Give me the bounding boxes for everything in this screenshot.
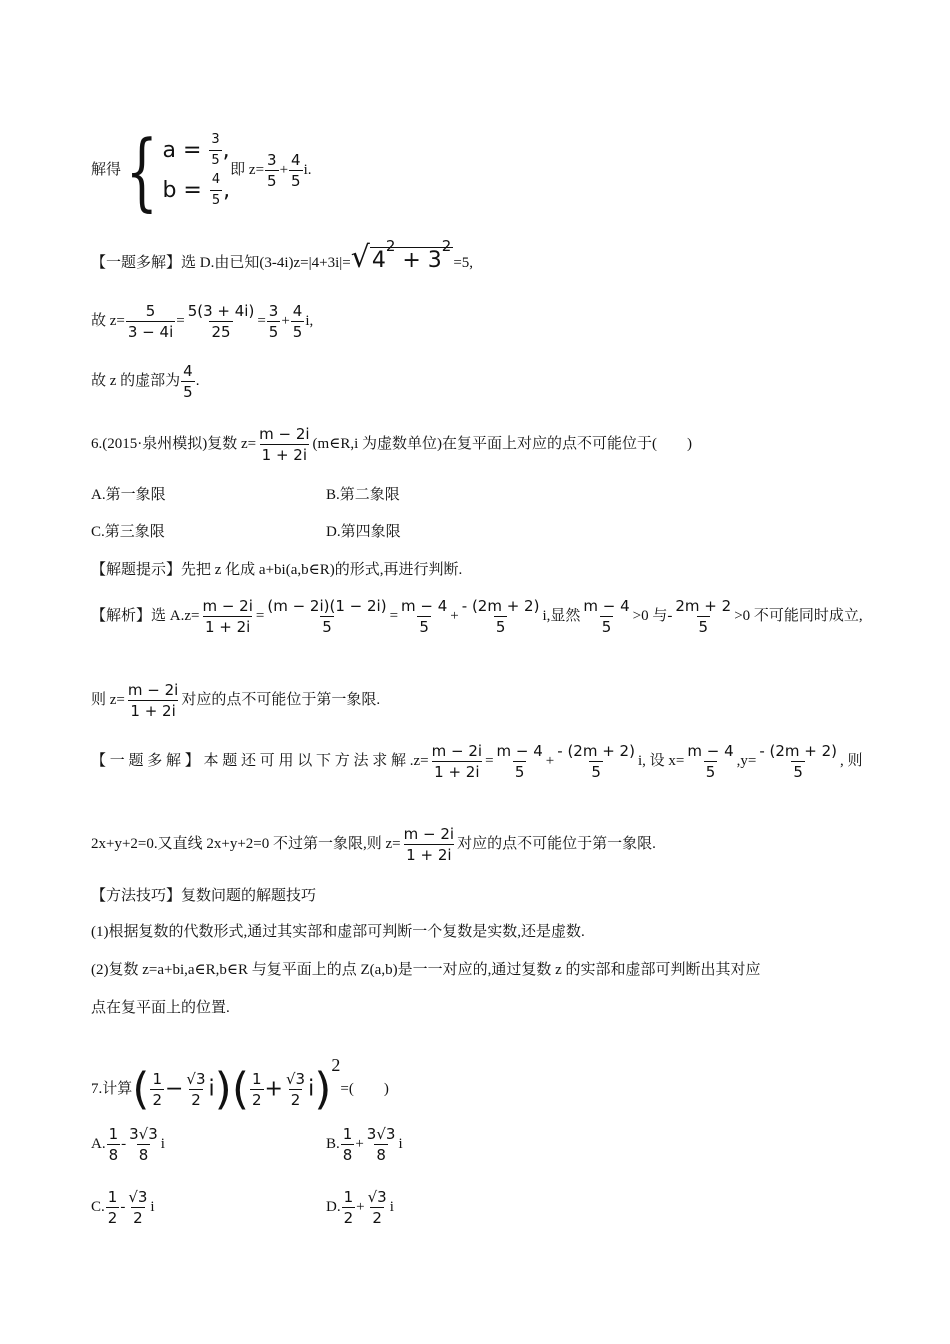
numerator: 1 — [107, 1188, 118, 1206]
denominator: 5 — [601, 618, 612, 636]
denominator: 5 — [267, 172, 277, 191]
text: ,y= — [736, 752, 757, 769]
operator: - — [121, 1135, 127, 1152]
radical-icon: √ — [350, 240, 370, 275]
text: 6.(2015·泉州模拟)复数 z= — [91, 435, 257, 452]
denominator: 1 + 2i — [406, 846, 452, 864]
text: i — [389, 1198, 394, 1215]
numerator: √3 — [285, 1070, 306, 1089]
text: 即 z= — [230, 162, 265, 178]
numerator: (m − 2i)(1 − 2i) — [267, 597, 387, 615]
text: 解得 — [91, 162, 122, 178]
fraction — [342, 1188, 356, 1227]
numerator: m − 2i — [403, 825, 455, 843]
numerator: 4 — [211, 172, 221, 188]
denominator: 5 — [268, 323, 279, 341]
numerator: m − 2i — [127, 681, 179, 699]
eq-label: a = — [162, 137, 202, 163]
fraction — [107, 1125, 121, 1164]
tips-title: 【方法技巧】复数问题的解题技巧 — [91, 888, 317, 904]
right-paren: ) — [214, 1063, 232, 1115]
denominator: 5 — [209, 150, 221, 170]
solution-system-line — [91, 120, 312, 220]
numerator: √3 — [128, 1188, 148, 1206]
operator: + — [355, 1135, 364, 1152]
option-c[interactable]: C.第三象限 — [91, 524, 165, 540]
denominator: 5 — [322, 618, 332, 636]
numerator: 1 — [108, 1125, 119, 1143]
fraction — [257, 425, 311, 464]
eq-b — [162, 171, 230, 211]
fraction — [365, 1125, 398, 1164]
option-label: C. — [91, 1198, 105, 1215]
question-6 — [91, 425, 692, 464]
text: >0 不可能同时成立, — [734, 607, 863, 624]
fraction — [210, 171, 222, 210]
numerator: 1 — [342, 1125, 353, 1143]
fraction — [184, 1070, 207, 1109]
denominator: 1 + 2i — [261, 446, 307, 464]
numerator: 4 — [183, 362, 193, 380]
numerator: 5 — [145, 302, 156, 320]
denominator: 5 — [210, 190, 222, 210]
text: i, — [305, 312, 314, 329]
operator: − — [164, 1076, 184, 1102]
denominator: 1 + 2i — [434, 763, 480, 781]
denominator: 2 — [290, 1091, 301, 1110]
denominator: 5 — [495, 618, 506, 636]
fraction — [555, 742, 637, 781]
fraction — [181, 362, 195, 401]
term: + 3 — [395, 248, 442, 273]
imag-part-line — [91, 362, 199, 401]
numerator: 1 — [152, 1070, 162, 1089]
text: =5, — [453, 255, 474, 271]
left-brace: { — [125, 121, 158, 220]
fraction — [460, 597, 542, 636]
fraction — [186, 302, 257, 341]
text: 对应的点不可能位于第一象限. — [457, 835, 656, 852]
operator: + — [281, 312, 290, 329]
denominator: 5 — [291, 172, 301, 191]
eq-a — [162, 131, 230, 171]
fraction — [581, 597, 631, 636]
fraction — [126, 1188, 149, 1227]
numerator: 3√3 — [129, 1125, 158, 1143]
numerator: 1 — [343, 1188, 354, 1206]
comma: , — [223, 177, 231, 203]
denominator: 2 — [191, 1091, 201, 1110]
text: >0 与- — [632, 607, 673, 624]
numerator: m − 2i — [202, 597, 253, 615]
denominator: 5 — [698, 618, 709, 636]
text: 2x+y+2=0.又直线 2x+y+2=0 不过第一象限,则 z= — [91, 835, 401, 852]
option-a[interactable]: A.第一象限 — [91, 487, 166, 503]
denominator: 5 — [591, 763, 601, 781]
exponent: 2 — [331, 1055, 341, 1075]
numerator: m − 4 — [583, 597, 630, 615]
fraction — [265, 151, 279, 190]
fraction — [250, 1070, 264, 1109]
fraction — [673, 597, 733, 636]
text: 【解析】选 A.z= — [91, 607, 200, 624]
imag-unit: i — [308, 1076, 315, 1102]
text: 7.计算 — [91, 1081, 133, 1097]
solution-hint: 【解题提示】先把 z 化成 a+bi(a,b∈R)的形式,再进行判断. — [91, 562, 463, 578]
denominator: 8 — [138, 1146, 149, 1164]
fraction — [402, 825, 456, 864]
alt-method-conclusion — [91, 825, 656, 864]
numerator: 3√3 — [366, 1125, 396, 1143]
fraction — [430, 742, 484, 781]
fraction — [265, 597, 388, 636]
text: 【一题多解】选 D.由已知(3-4i)z=|4+3i|= — [91, 255, 351, 271]
exponent: 2 — [385, 237, 396, 255]
imag-unit: i — [208, 1076, 215, 1102]
fraction — [200, 597, 254, 636]
denominator: 2 — [252, 1091, 262, 1110]
denominator: 1 + 2i — [204, 618, 251, 636]
fraction — [495, 742, 545, 781]
text: i. — [303, 162, 312, 178]
fraction — [126, 302, 175, 341]
alt-solution-line — [91, 236, 473, 273]
option-label: A. — [91, 1135, 106, 1152]
denominator: 8 — [376, 1146, 386, 1164]
square-root — [350, 237, 454, 275]
radicand — [370, 237, 454, 273]
numerator: 5(3 + 4i) — [187, 302, 255, 320]
denominator: 5 — [514, 763, 525, 781]
denominator: 2 — [343, 1209, 354, 1227]
text: i — [150, 1198, 155, 1215]
fraction — [267, 302, 281, 341]
denominator: 2 — [133, 1209, 143, 1227]
numerator: 4 — [292, 302, 303, 320]
text: 故 z 的虚部为 — [91, 372, 181, 389]
text: i — [398, 1135, 403, 1152]
numerator: 1 — [252, 1070, 262, 1089]
fraction — [366, 1188, 389, 1227]
denominator: 5 — [705, 763, 716, 781]
tips-line-2: (2)复数 z=a+bi,a∈R,b∈R 与复平面上的点 Z(a,b)是一一对应的,通过复数 z 的实部和虚部可判断出其对应 — [91, 962, 761, 978]
option-c[interactable] — [91, 1188, 155, 1227]
numerator: m − 2i — [259, 425, 310, 443]
operator: - — [120, 1198, 126, 1215]
option-b[interactable] — [326, 1125, 403, 1164]
denominator: 3 − 4i — [127, 323, 174, 341]
base: 4 — [371, 248, 386, 273]
numerator: m − 4 — [496, 742, 543, 760]
fraction — [150, 1070, 164, 1109]
text: i,显然 — [542, 607, 581, 624]
numerator: √3 — [367, 1188, 387, 1206]
equation-system — [162, 131, 230, 211]
numerator: 2m + 2 — [675, 597, 732, 615]
text: i — [160, 1135, 165, 1152]
numerator: √3 — [186, 1070, 206, 1089]
fraction — [291, 302, 305, 341]
text: 则 z= — [91, 691, 125, 708]
option-d[interactable]: D.第四象限 — [326, 524, 401, 540]
denominator: 5 — [292, 323, 303, 341]
fraction — [209, 131, 221, 170]
right-paren: ) — [314, 1063, 332, 1115]
fraction — [685, 742, 735, 781]
analysis-conclusion — [91, 681, 380, 720]
numerator: - (2m + 2) — [461, 597, 540, 615]
fraction — [341, 1125, 355, 1164]
option-d[interactable] — [326, 1188, 394, 1227]
fraction — [399, 597, 449, 636]
numerator: m − 2i — [431, 742, 483, 760]
numerator: 3 — [268, 302, 279, 320]
option-b[interactable]: B.第二象限 — [326, 487, 400, 503]
tips-line-3: 点在复平面上的位置. — [91, 1000, 230, 1016]
operator: + — [356, 1198, 365, 1215]
text: 【 一 题 多 解 】 本 题 还 可 用 以 下 方 法 求 解 .z= — [91, 752, 429, 769]
left-paren: ( — [132, 1063, 150, 1115]
text: . — [195, 372, 200, 389]
denominator: 8 — [108, 1146, 119, 1164]
denominator: 5 — [419, 618, 429, 636]
operator: = — [176, 312, 185, 329]
text: i, 设 x= — [637, 752, 685, 769]
denominator: 2 — [107, 1209, 118, 1227]
analysis-line: 【解析】选 A.z= $\frac{m - 2i}{1 + 2i}$ = $\frac{(m - 2i)(1 - 2i)}{5}$ = $\frac{m - 4}{5}$ + $\frac{- (2m + 2)}{5}$ i,显然 $\frac{m - 4}{5}$ >0 与- $\frac{2m + 2}{5}$ >0 不可能同时成立, — [91, 597, 863, 636]
fraction — [127, 1125, 160, 1164]
eq-label: b = — [162, 177, 202, 203]
fraction — [757, 742, 839, 781]
tips-line-1: (1)根据复数的代数形式,通过其实部和虚部可判断一个复数是实数,还是虚数. — [91, 924, 585, 940]
alt-method-line: 【 一 题 多 解 】 本 题 还 可 用 以 下 方 法 求 解 .z= $\frac{m - 2i}{1 + 2i}$ = $\frac{m - 4}{5}$ + $\frac{- (2m + 2)}{5}$ i, 设 x= $\frac{m - 4}{5}$ ,y= $\frac{- (2m + 2)}{5}$ , 则 — [91, 742, 863, 781]
fraction — [289, 151, 303, 190]
denominator: 1 + 2i — [130, 702, 176, 720]
text: 故 z= — [91, 312, 125, 329]
z-computation-line — [91, 302, 313, 341]
question-7 — [91, 1040, 389, 1115]
numerator: - (2m + 2) — [557, 742, 635, 760]
option-label: D. — [326, 1198, 341, 1215]
option-label: B. — [326, 1135, 340, 1152]
numerator: m − 4 — [687, 742, 734, 760]
denominator: 25 — [211, 323, 231, 341]
operator: = — [257, 312, 266, 329]
text: =( ) — [340, 1081, 389, 1097]
numerator: m − 4 — [401, 597, 448, 615]
numerator: 4 — [291, 151, 301, 170]
text: 对应的点不可能位于第一象限. — [181, 691, 381, 708]
denominator: 8 — [342, 1146, 353, 1164]
operator: + — [264, 1076, 283, 1102]
denominator: 2 — [152, 1091, 162, 1110]
numerator: - (2m + 2) — [759, 742, 838, 760]
fraction — [126, 681, 180, 720]
fraction — [284, 1070, 307, 1109]
text: (m∈R,i 为虚数单位)在复平面上对应的点不可能位于( ) — [312, 435, 692, 452]
option-a[interactable] — [91, 1125, 165, 1164]
denominator: 5 — [793, 763, 803, 781]
comma: , — [222, 137, 230, 163]
text: , 则 — [840, 752, 863, 769]
fraction — [106, 1188, 120, 1227]
denominator: 2 — [372, 1209, 382, 1227]
numerator: 3 — [211, 132, 220, 148]
exponent: 2 — [441, 237, 452, 255]
left-paren: ( — [231, 1063, 249, 1115]
numerator: 3 — [267, 151, 277, 170]
denominator: 5 — [183, 383, 193, 401]
operator: + — [279, 162, 289, 178]
